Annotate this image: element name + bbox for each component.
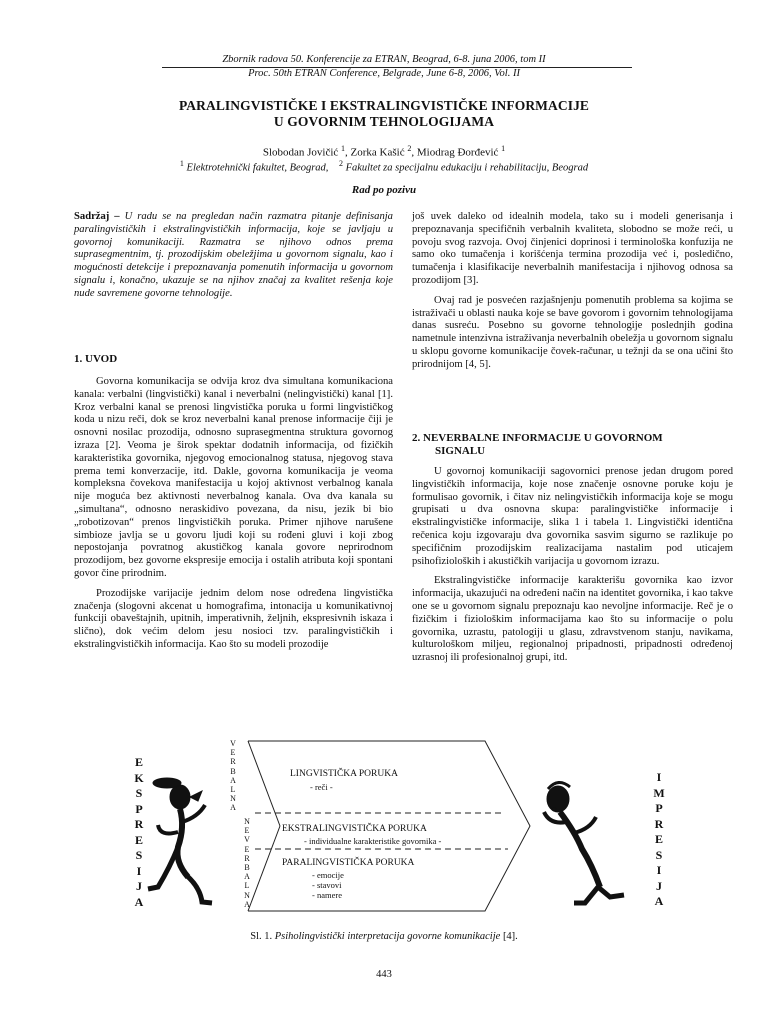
ekspresija-letter: S [135,848,143,862]
neverbalna-letter: A [244,899,250,909]
conference-header-line1: Zbornik radova 50. Konferencije za ETRAN, Beograd, 6-8. juna 2006, tom II [222,54,546,65]
caption-prefix: Sl. 1. [250,931,275,942]
section-2-heading [412,432,733,458]
neverbalna-vertical-label [242,817,252,909]
section-1-paragraph-1: Govorna komunikacija se odvija kroz dva simultana komunikaciona kanala: verbalni (lingvistički) kanal i neverbalni (nelingvistički) kanal [1]. Kroz verbalni kanal se prenosi lingvistička poruka u formi lingvističkog koda u nizu reči, dok se kroz neverbalni kanal prenose informacije čiji je osnovni nosilac prozodija, odnosno suprasegmentna struktura govornog izraza [2]. Veoma je širok spektar dodatnih informacija, od fizičkih karakteristika govornika, njegovog emocionalnog statusa, njegovog stava prema temi konverzacije, itd. Dakle, govorna komunikacija je veoma kompleksna čovekova manifestacija u kojoj aktivnost verbalnog kanala nije moguća bez aktivnosti neverbalnog kanala. Ova dva kanala su „simultana“, odnosno neraskidivo povezana, da nisu, jezik bi bio „robotizovan“ prenos lingvističkih poruka. Primer njihove narušene simbioze javlja se u govoru ljudi koji su rođeni gluvi i koji zbog nepostojanja povratnog akustičkog kanala govore neprirodnom prozodijom, bez govorne ekspresije emocija i ostalih atributa koji spontani govor čine prirodnim. [74,376,393,579]
impresija-letter: R [654,816,664,831]
paralinguistic-item: - namere [312,890,342,900]
abstract [74,211,393,301]
affil-1: Elektrotehnički fakultet, Beograd, [186,162,329,174]
paralinguistic-item: - stavovi [312,880,342,890]
speaker-figure-icon [148,778,212,903]
abstract-label: Sadržaj – [74,211,120,222]
author-2-sup: 2 [407,144,412,153]
ekspresija-letter: S [135,786,143,800]
verbalna-letter: N [230,794,236,804]
impresija-letter: J [656,878,662,893]
right-paragraph-1: još uvek daleko od idealnih modela, tako su i modeli generisanja i prepoznavanja specifičnih verbalnih kvaliteta, slobodno se može reći, u povoju svog razvoja. Ovoj činjenici doprinosi i terminološka konfuzija ne samo oko tumačenja i korišćenja termina prozodija već i, posledično, tumačenja i klasifikacije neverbalnih manifestacija i njihovog odnosa sa prozodijom [3]. [412,211,733,286]
section-2-heading-line1: 2. NEVERBALNE INFORMACIJE U GOVORNOM [412,432,663,444]
paper-title-line2: U GOVORNIM TEHNOLOGIJAMA [273,114,495,129]
caption-ref: [4]. [500,931,518,942]
impresija-letter: S [655,847,663,862]
neverbalna-letter: B [244,863,250,873]
impresija-letter: I [656,770,662,784]
neverbalna-letter: L [244,881,250,891]
linguistic-message-sub: - reči - [310,782,333,792]
caption-text: Psiholingvistički interpretacija govorne komunikacije [274,931,501,942]
section-2-heading-line2: SIGNALU [435,445,486,457]
neverbalna-letter: E [244,826,250,836]
ekspresija-letter: R [134,817,144,831]
affiliations [0,157,768,175]
impresija-vertical-label [652,770,666,910]
neverbalna-letter: N [244,890,250,900]
impresija-letter: A [654,894,664,908]
impresija-letter: M [653,785,665,800]
ekspresija-vertical-label [132,755,146,910]
paper-title-line1: PARALINGVISTIČKE I EKSTRALINGVISTIČKE INFORMACIJE [178,98,590,113]
ekspresija-letter: E [134,755,143,769]
right-paragraph-2: Ovaj rad je posvećen razjašnjenju pomenutih problema sa kojima se istraživači u oblasti nauka koje se bave govorom i govornim tehnologijama danas susreću. Posebno su govorne tehnologije poslednjih godina nametnule intenzivna istraživanja neverbalnih obeležja u govornom signalu u sklopu govorne komunikacije čovek-računar, u težnji da se ona učini što prirodnijom [4, 5]. [412,294,733,370]
affil-2-sup: 2 [338,159,343,168]
extralinguistic-message-title: EKSTRALINGVISTIČKA PORUKA [282,824,427,834]
right-column [412,211,733,372]
ekspresija-letter: A [134,894,144,909]
ekspresija-letter: E [134,832,143,847]
listener-figure-icon [544,782,624,903]
abstract-text: U radu se na pregledan način razmatra pitanje definisanja paralingvističkih i ekstralingvističkih informacija, koje se javljaju u govornoj komunikaciji. Razmatra se njihovo odnos prema suprasegmentnim, tj. prozodijskim obeležjima u govornom signalu, kao i mogućnosti detekcije i prepoznavanja pomenutih informacija u govornom signalu i, konačno, ukazuje se na njihov značaj za kvalitet rešenja koje nude savremene govorne tehnologije. [74,211,393,299]
neverbalna-letter: E [244,844,250,854]
section-2-paragraph-1: U govornoj komunikaciji sagovornici prenose jedan drugom pored lingvističkih informacija, koje nose značenje osnovne poruke koju je formulisao govornik, i čitav niz nelingvističkih informacija koje se mogu grupisati u dva osnovna skupa: paralingvističke informacije i ekstralingvističke informacije, slika 1 i tabela 1. Lingvistički identična rečenica koju izgovaraju dva govornika sasvim sigurno se razlikuje po specifičnim prozodijskim realizacijama nastalim pod uticajem psihofizioloških i akustičkih varijacija u govornom izrazu. [412,466,733,567]
verbalna-letter: L [230,785,236,795]
figure-caption [0,931,768,942]
ekspresija-letter: I [136,863,142,878]
author-1: Slobodan Jovičić [262,146,339,159]
author-3-sup: 1 [501,144,506,153]
neverbalna-letter: N [244,817,250,826]
section-2-paragraph-2: Ekstralingvističke informacije karakterišu govornika kao izvor informacija, ukazujući na određeni način na identitet govornika, i kao takve one se u govornom signalu prepoznaju kao nevoljne informacije. Reč je o fizičkim i fiziološkim informacijama kao što su informacije o polu govornika, uzrastu, patologiji u glasu, zdravstvenom stanju, navikama, kulturološkom miljeu, regionalnoj pripadnosti, pripadnosti određenoj uzrasnoj ili profesionalnoj grupi, itd. [412,575,733,664]
channel-left-bottom-edge [248,826,280,911]
verbalna-letter: B [230,766,236,776]
page-number: 443 [376,969,392,980]
section-1-body [74,376,393,652]
affil-2: Fakultet za specijalnu edukaciju i rehabilitaciju, Beograd [345,162,589,174]
ekspresija-letter: P [135,801,143,816]
ekspresija-letter: K [134,770,144,785]
verbalna-letter: A [230,803,236,813]
author-list: Slobodan Jovičić $^1$, Zorka Kašić $^2$, Miodrag Đorđević $^1$ [262,144,506,159]
author-3: Miodrag Đorđević [416,146,499,159]
verbalna-letter: V [230,739,236,748]
left-column [74,211,393,301]
impresija-letter: E [654,832,663,846]
invited-paper-label: Rad po pozivu [351,184,417,196]
author-1-sup: 1 [341,144,346,153]
paralinguistic-item: - emocije [312,870,344,880]
verbalna-letter: R [230,757,236,767]
verbalna-letter: E [230,748,236,758]
author-2: Zorka Kašić [350,146,405,159]
section-1-paragraph-2: Prozodijske varijacije jednim delom nose određena lingvistička značenja (slogovni akcenat u homografima, intonacija u komunikativnoj funkciji obaveštajnih, upitnih, imperativnih, željnih, ekspresivnih iskaza i slično), dok većim delom jesu nosioci tzv. paralingvističkih i ekstralingvističkih informacija. Kao što su modeli prozodije [74,587,393,650]
verbalna-letter: A [230,775,236,785]
affil-1-sup: 1 [179,159,184,168]
extralinguistic-message-sub: - individualne karakteristike govornika - [304,836,442,846]
section-1-heading: 1. UVOD [74,353,118,365]
neverbalna-letter: R [244,853,250,863]
section-2-body [412,466,733,665]
verbalna-vertical-label [228,739,238,813]
conference-header-line2: Proc. 50th ETRAN Conference, Belgrade, June 6-8, 2006, Vol. II [248,68,520,79]
impresija-letter: I [656,863,662,877]
figure-1 [130,737,670,915]
linguistic-message-title: LINGVISTIČKA PORUKA [290,769,398,779]
paralinguistic-message-title: PARALINGVISTIČKA PORUKA [282,858,415,868]
neverbalna-letter: V [244,835,250,845]
impresija-letter: P [655,801,663,815]
neverbalna-letter: A [244,872,250,882]
ekspresija-letter: J [136,879,142,893]
